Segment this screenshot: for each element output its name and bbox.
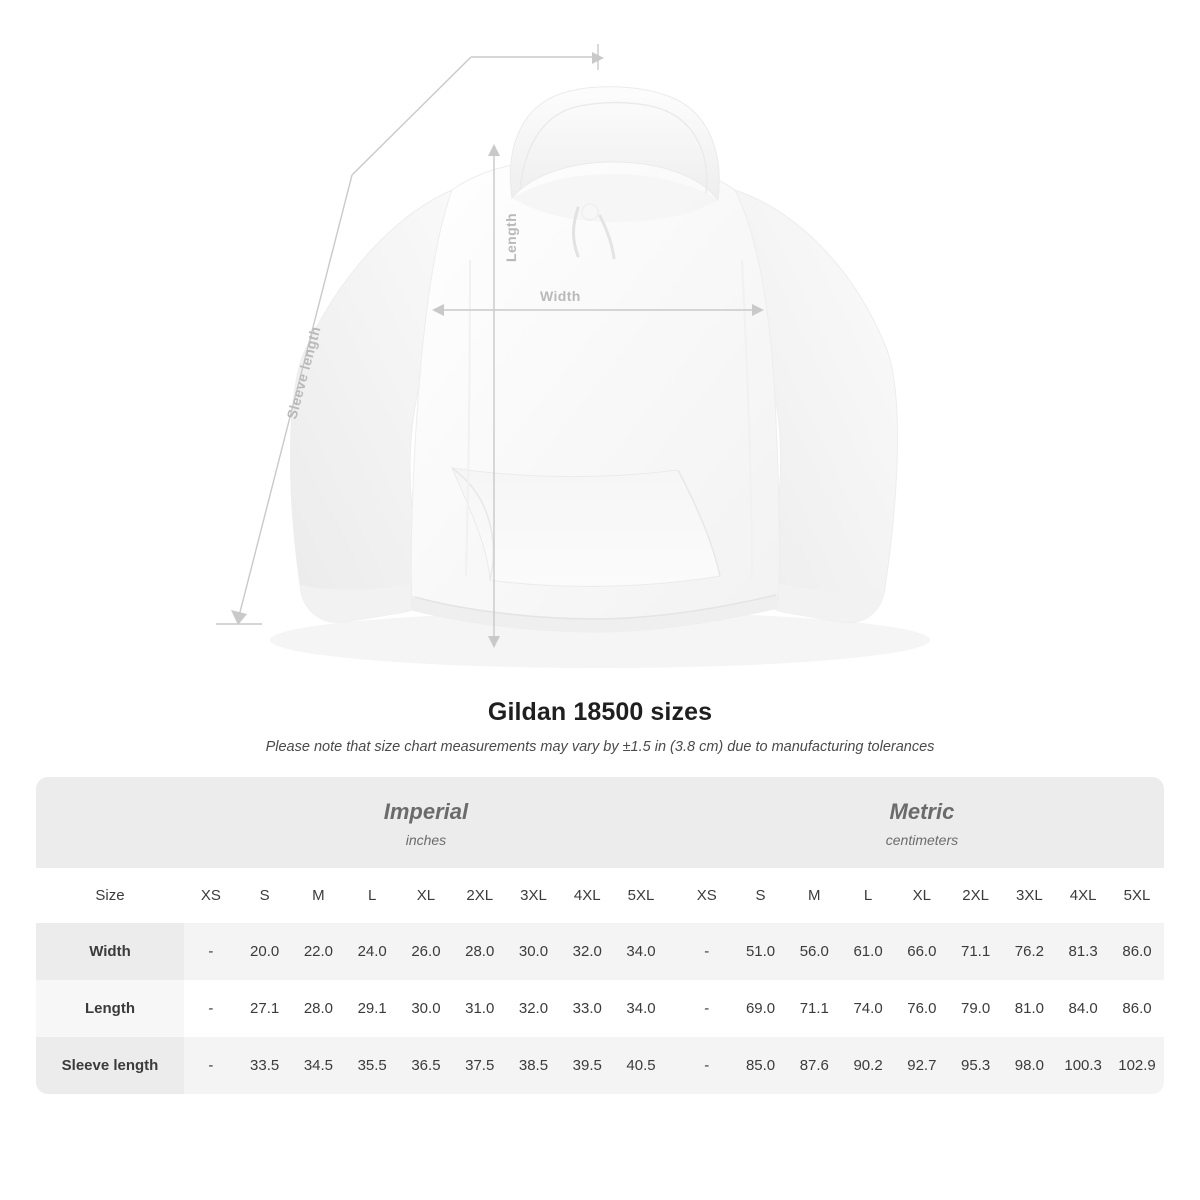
length-imperial-m: 28.0 — [292, 980, 346, 1037]
drawstring-knot — [582, 204, 598, 220]
width-imperial-3xl: 30.0 — [507, 923, 561, 980]
size-header-imperial-m: M — [292, 868, 346, 923]
size-header-metric-3xl: 3XL — [1002, 868, 1056, 923]
sleeve-length-label: Sleeve length — [283, 324, 324, 421]
sleeve-metric-3xl: 98.0 — [1002, 1037, 1056, 1094]
length-metric-2xl: 79.0 — [949, 980, 1003, 1037]
size-header-imperial-xl: XL — [399, 868, 453, 923]
size-header-metric-2xl: 2XL — [949, 868, 1003, 923]
size-header-metric-s: S — [734, 868, 788, 923]
length-imperial-l: 29.1 — [345, 980, 399, 1037]
sleeve-metric-m: 87.6 — [787, 1037, 841, 1094]
width-imperial-xl: 26.0 — [399, 923, 453, 980]
width-imperial-2xl: 28.0 — [453, 923, 507, 980]
width-metric-xs: - — [680, 923, 734, 980]
size-header-metric-l: L — [841, 868, 895, 923]
length-metric-xl: 76.0 — [895, 980, 949, 1037]
unit-metric-name: Metric — [889, 799, 955, 824]
width-imperial-xs: - — [184, 923, 238, 980]
table-row — [36, 923, 1164, 980]
sleeve-imperial-xs: - — [184, 1037, 238, 1094]
length-imperial-5xl: 34.0 — [614, 980, 668, 1037]
sleeve-metric-5xl: 102.9 — [1110, 1037, 1164, 1094]
size-header-imperial-2xl: 2XL — [453, 868, 507, 923]
width-label: Width — [540, 288, 581, 304]
size-header-imperial-s: S — [238, 868, 292, 923]
sleeve-imperial-2xl: 37.5 — [453, 1037, 507, 1094]
width-metric-5xl: 86.0 — [1110, 923, 1164, 980]
row-label-sleeve-length: Sleeve length — [36, 1037, 184, 1094]
size-header-metric-5xl: 5XL — [1110, 868, 1164, 923]
unit-imperial-cell — [184, 777, 668, 868]
size-header-imperial-5xl: 5XL — [614, 868, 668, 923]
unit-metric-cell — [680, 777, 1164, 868]
tolerance-note: Please note that size chart measurements may vary by ±1.5 in (3.8 cm) due to manufacturing tolerances — [265, 739, 935, 755]
row-label-length: Length — [36, 980, 184, 1037]
length-imperial-xl: 30.0 — [399, 980, 453, 1037]
size-header-metric-m: M — [787, 868, 841, 923]
length-imperial-3xl: 32.0 — [507, 980, 561, 1037]
unit-imperial-sub: inches — [405, 832, 447, 848]
sleeve-metric-s: 85.0 — [734, 1037, 788, 1094]
sleeve-imperial-s: 33.5 — [238, 1037, 292, 1094]
sleeve-metric-xs: - — [680, 1037, 734, 1094]
length-imperial-4xl: 33.0 — [560, 980, 614, 1037]
length-imperial-xs: - — [184, 980, 238, 1037]
sleeve-imperial-4xl: 39.5 — [560, 1037, 614, 1094]
size-header-imperial-3xl: 3XL — [507, 868, 561, 923]
sleeve-metric-xl: 92.7 — [895, 1037, 949, 1094]
page-title: Gildan 18500 sizes — [487, 698, 713, 726]
length-metric-l: 74.0 — [841, 980, 895, 1037]
table-row — [36, 980, 1164, 1037]
table-row — [36, 1037, 1164, 1094]
size-header-imperial-4xl: 4XL — [560, 868, 614, 923]
length-imperial-s: 27.1 — [238, 980, 292, 1037]
width-metric-s: 51.0 — [734, 923, 788, 980]
size-header-row — [36, 868, 1164, 923]
length-metric-m: 71.1 — [787, 980, 841, 1037]
width-imperial-s: 20.0 — [238, 923, 292, 980]
unit-separator — [668, 777, 680, 868]
sleeve-metric-4xl: 100.3 — [1056, 1037, 1110, 1094]
size-table-wrap — [36, 777, 1164, 1094]
length-metric-3xl: 81.0 — [1002, 980, 1056, 1037]
sleeve-metric-2xl: 95.3 — [949, 1037, 1003, 1094]
size-table — [36, 777, 1164, 1094]
width-imperial-l: 24.0 — [345, 923, 399, 980]
size-header-separator — [668, 868, 680, 923]
width-metric-2xl: 71.1 — [949, 923, 1003, 980]
size-header-metric-4xl: 4XL — [1056, 868, 1110, 923]
size-header-metric-xs: XS — [680, 868, 734, 923]
length-label: Length — [503, 212, 519, 262]
sleeve-imperial-5xl: 40.5 — [614, 1037, 668, 1094]
width-metric-m: 56.0 — [787, 923, 841, 980]
width-imperial-4xl: 32.0 — [560, 923, 614, 980]
length-metric-5xl: 86.0 — [1110, 980, 1164, 1037]
width-metric-l: 61.0 — [841, 923, 895, 980]
size-header-label: Size — [36, 868, 184, 923]
size-header-imperial-l: L — [345, 868, 399, 923]
length-row-separator — [668, 980, 680, 1037]
unit-header-row — [36, 777, 1164, 868]
row-label-width: Width — [36, 923, 184, 980]
size-header-metric-xl: XL — [895, 868, 949, 923]
size-header-imperial-xs: XS — [184, 868, 238, 923]
width-metric-3xl: 76.2 — [1002, 923, 1056, 980]
width-imperial-5xl: 34.0 — [614, 923, 668, 980]
sleeve-imperial-3xl: 38.5 — [507, 1037, 561, 1094]
width-imperial-m: 22.0 — [292, 923, 346, 980]
unit-imperial-name: Imperial — [383, 799, 469, 824]
length-metric-s: 69.0 — [734, 980, 788, 1037]
length-metric-4xl: 84.0 — [1056, 980, 1110, 1037]
sleeve-imperial-l: 35.5 — [345, 1037, 399, 1094]
length-metric-xs: - — [680, 980, 734, 1037]
width-metric-4xl: 81.3 — [1056, 923, 1110, 980]
length-imperial-2xl: 31.0 — [453, 980, 507, 1037]
sleeve-metric-l: 90.2 — [841, 1037, 895, 1094]
sleeve-imperial-xl: 36.5 — [399, 1037, 453, 1094]
unit-metric-sub: centimeters — [885, 832, 959, 848]
width-row-separator — [668, 923, 680, 980]
title-block — [0, 698, 1200, 755]
sleeve-imperial-m: 34.5 — [292, 1037, 346, 1094]
width-metric-xl: 66.0 — [895, 923, 949, 980]
sleeve-row-separator — [668, 1037, 680, 1094]
unit-row-spacer — [36, 777, 184, 868]
